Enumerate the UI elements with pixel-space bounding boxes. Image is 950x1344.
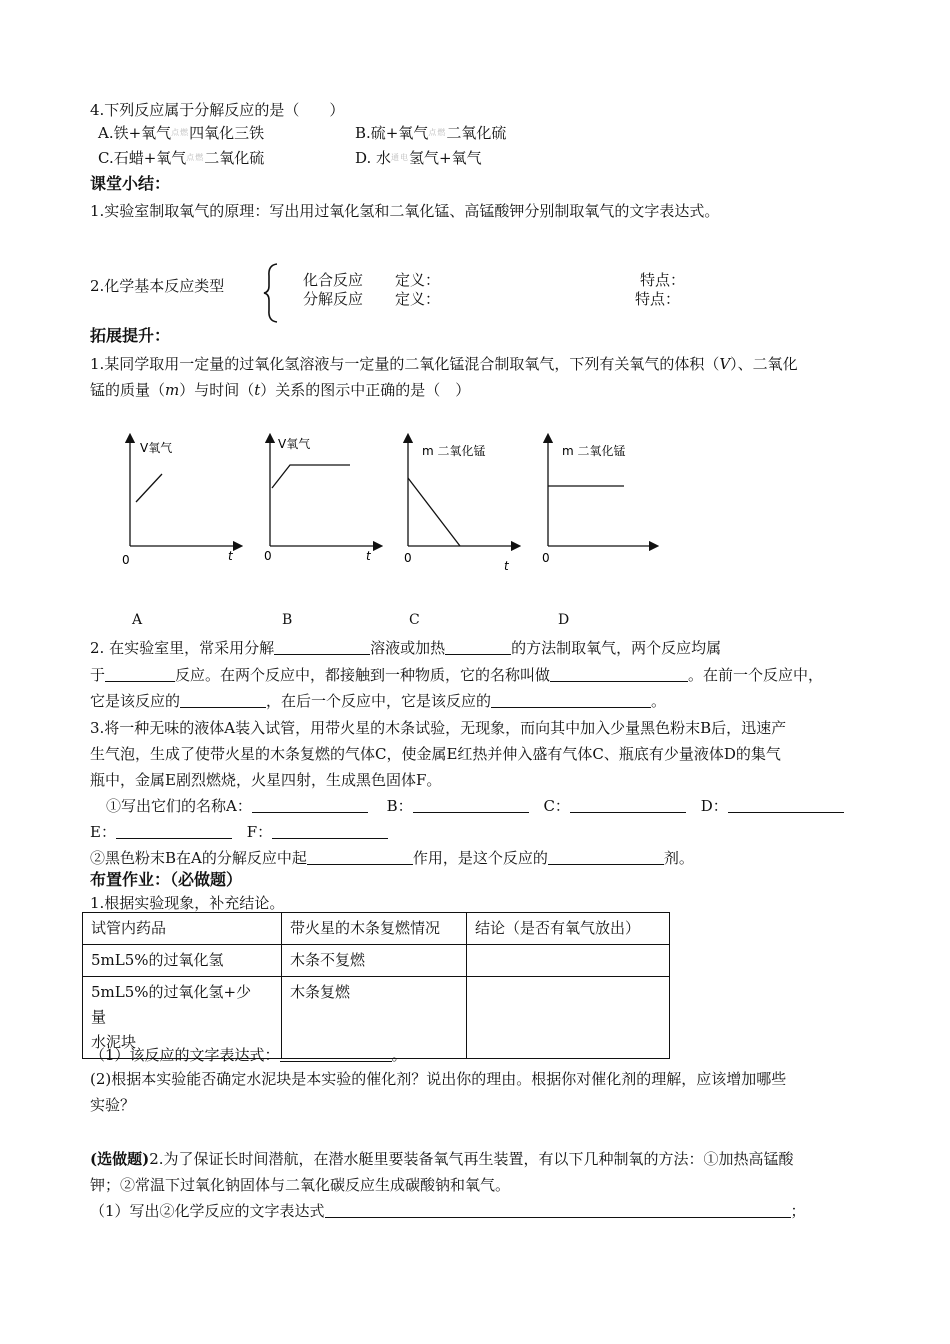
graph-a-label: A xyxy=(132,612,143,628)
graph-c-label: C xyxy=(409,612,420,628)
graph-b-label: B xyxy=(282,612,293,628)
graph-d-label: D xyxy=(558,612,570,628)
table-cell: 5mL5%的过氧化氢+少 量 水泥块 xyxy=(83,977,282,1059)
optional-sub1: （1）写出②化学反应的文字表达式 ； xyxy=(90,1202,806,1220)
homework-heading: 布置作业：（必做题） xyxy=(90,870,243,889)
table-header: 试管内药品 xyxy=(83,913,282,945)
graph-d-y-label: m 二氧化锰 xyxy=(562,444,626,458)
extend-q3-line2: 生气泡，生成了使带火星的木条复燃的气体C，使金属E红热并伸入盛有气体C、瓶底有少量液体D的集气 xyxy=(90,745,781,763)
graph-a-y-label: V氧气 xyxy=(140,441,173,455)
extend-q2-line2: 于 反应。在两个反应中，都接触到一种物质，它的名称叫做 。在前一个反应中， xyxy=(90,666,824,684)
graph-a-origin: 0 xyxy=(122,553,130,567)
experiment-table xyxy=(82,912,670,1059)
table-cell: 木条复燃 xyxy=(282,977,467,1059)
graph-c-origin: 0 xyxy=(404,551,412,565)
type-compound-feature: 特点： xyxy=(640,271,686,289)
extend-q2-line3: 它是该反应的 ，在后一个反应中，它是该反应的 。 xyxy=(90,692,667,710)
homework-sub1: （1）该反应的文字表达式： 。 xyxy=(90,1046,407,1064)
graph-a xyxy=(110,430,250,584)
extend-q2-line1: 2. 在实验室里，常采用分解 溶液或加热 的方法制取氧气，两个反应均属 xyxy=(90,639,722,657)
q4-option-c: C.石蜡+氧气$^{点燃}$二氧化硫 xyxy=(98,149,265,167)
graph-d xyxy=(528,430,668,584)
table-cell xyxy=(467,977,670,1059)
extend-q1-line1: 1.某同学取用一定量的过氧化氢溶液与一定量的二氧化锰混合制取氧气，下列有关氧气的体积（V）、二氧化 xyxy=(90,355,798,373)
table-row xyxy=(83,945,670,977)
extend-q1-line2: 锰的质量（m）与时间（t）关系的图示中正确的是（ ） xyxy=(90,381,471,399)
extend-heading: 拓展提升： xyxy=(90,326,171,345)
summary-heading: 课堂小结： xyxy=(90,174,171,193)
table-cell: 5mL5%的过氧化氢 xyxy=(83,945,282,977)
graph-c xyxy=(388,430,528,584)
graph-b-origin: 0 xyxy=(264,549,272,563)
graph-b-x-label: t xyxy=(366,549,371,563)
homework-sub2-line2: 实验？ xyxy=(90,1096,136,1114)
q4-option-b: B.硫+氧气$^{点燃}$二氧化硫 xyxy=(355,124,507,142)
graph-d-origin: 0 xyxy=(542,551,550,565)
table-cell: 木条不复燃 xyxy=(282,945,467,977)
graph-a-x-label: t xyxy=(228,549,233,563)
extend-q3-line1: 3.将一种无味的液体A装入试管，用带火星的木条试验，无现象，而向其中加入少量黑色粉末B后，迅速产 xyxy=(90,719,787,737)
summary-item-1: 1.实验室制取氧气的原理：写出用过氧化氢和二氧化锰、高锰酸钾分别制取氧气的文字表达式。 xyxy=(90,202,720,220)
type-decomposition-feature: 特点： xyxy=(635,290,681,308)
graph-b xyxy=(250,430,390,584)
type-compound-definition: 定义： xyxy=(395,271,441,289)
table-header: 结论（是否有氧气放出） xyxy=(467,913,670,945)
optional-line1: (选做题)2.为了保证长时间潜航，在潜水艇里要装备氧气再生装置，有以下几种制氧的方法：①加热高锰酸 xyxy=(90,1150,794,1168)
homework-sub2-line1: (2)根据本实验能否确定水泥块是本实验的催化剂？说出你的理由。根据你对催化剂的理解，应该增加哪些 xyxy=(90,1070,787,1088)
table-header: 带火星的木条复燃情况 xyxy=(282,913,467,945)
type-decomposition-name: 分解反应 xyxy=(303,290,364,308)
graph-b-y-label: V氧气 xyxy=(278,437,311,451)
q4-stem: 4.下列反应属于分解反应的是（ ） xyxy=(90,101,345,119)
graph-c-x-label: t xyxy=(504,559,509,573)
extend-q3-sub2: ②黑色粉末B在A的分解反应中起 作用，是这个反应的 剂。 xyxy=(90,849,694,867)
homework-q1: 1.根据实验现象，补充结论。 xyxy=(90,894,285,912)
table-cell xyxy=(467,945,670,977)
extend-q3-names-line1: ①写出它们的名称A： B： C： D： xyxy=(106,796,844,816)
brace-icon xyxy=(262,262,282,324)
table-header-row xyxy=(83,913,670,945)
type-compound-name: 化合反应 xyxy=(303,271,364,289)
graph-c-y-label: m 二氧化锰 xyxy=(422,444,486,458)
extend-q3-line3: 瓶中，金属E剧烈燃烧，火星四射，生成黑色固体F。 xyxy=(90,771,442,789)
type-decomposition-definition: 定义： xyxy=(395,290,441,308)
summary-item-2: 2.化学基本反应类型 xyxy=(90,277,225,295)
q4-option-a: A.铁+氧气$^{点燃}$四氧化三铁 xyxy=(98,124,265,142)
optional-line2: 钾；②常温下过氧化钠固体与二氧化碳反应生成碳酸钠和氧气。 xyxy=(90,1176,511,1194)
extend-q3-names-line2: E： F： xyxy=(90,822,388,842)
q4-option-d: D. 水$^{通电}$氢气+氧气 xyxy=(355,149,482,167)
